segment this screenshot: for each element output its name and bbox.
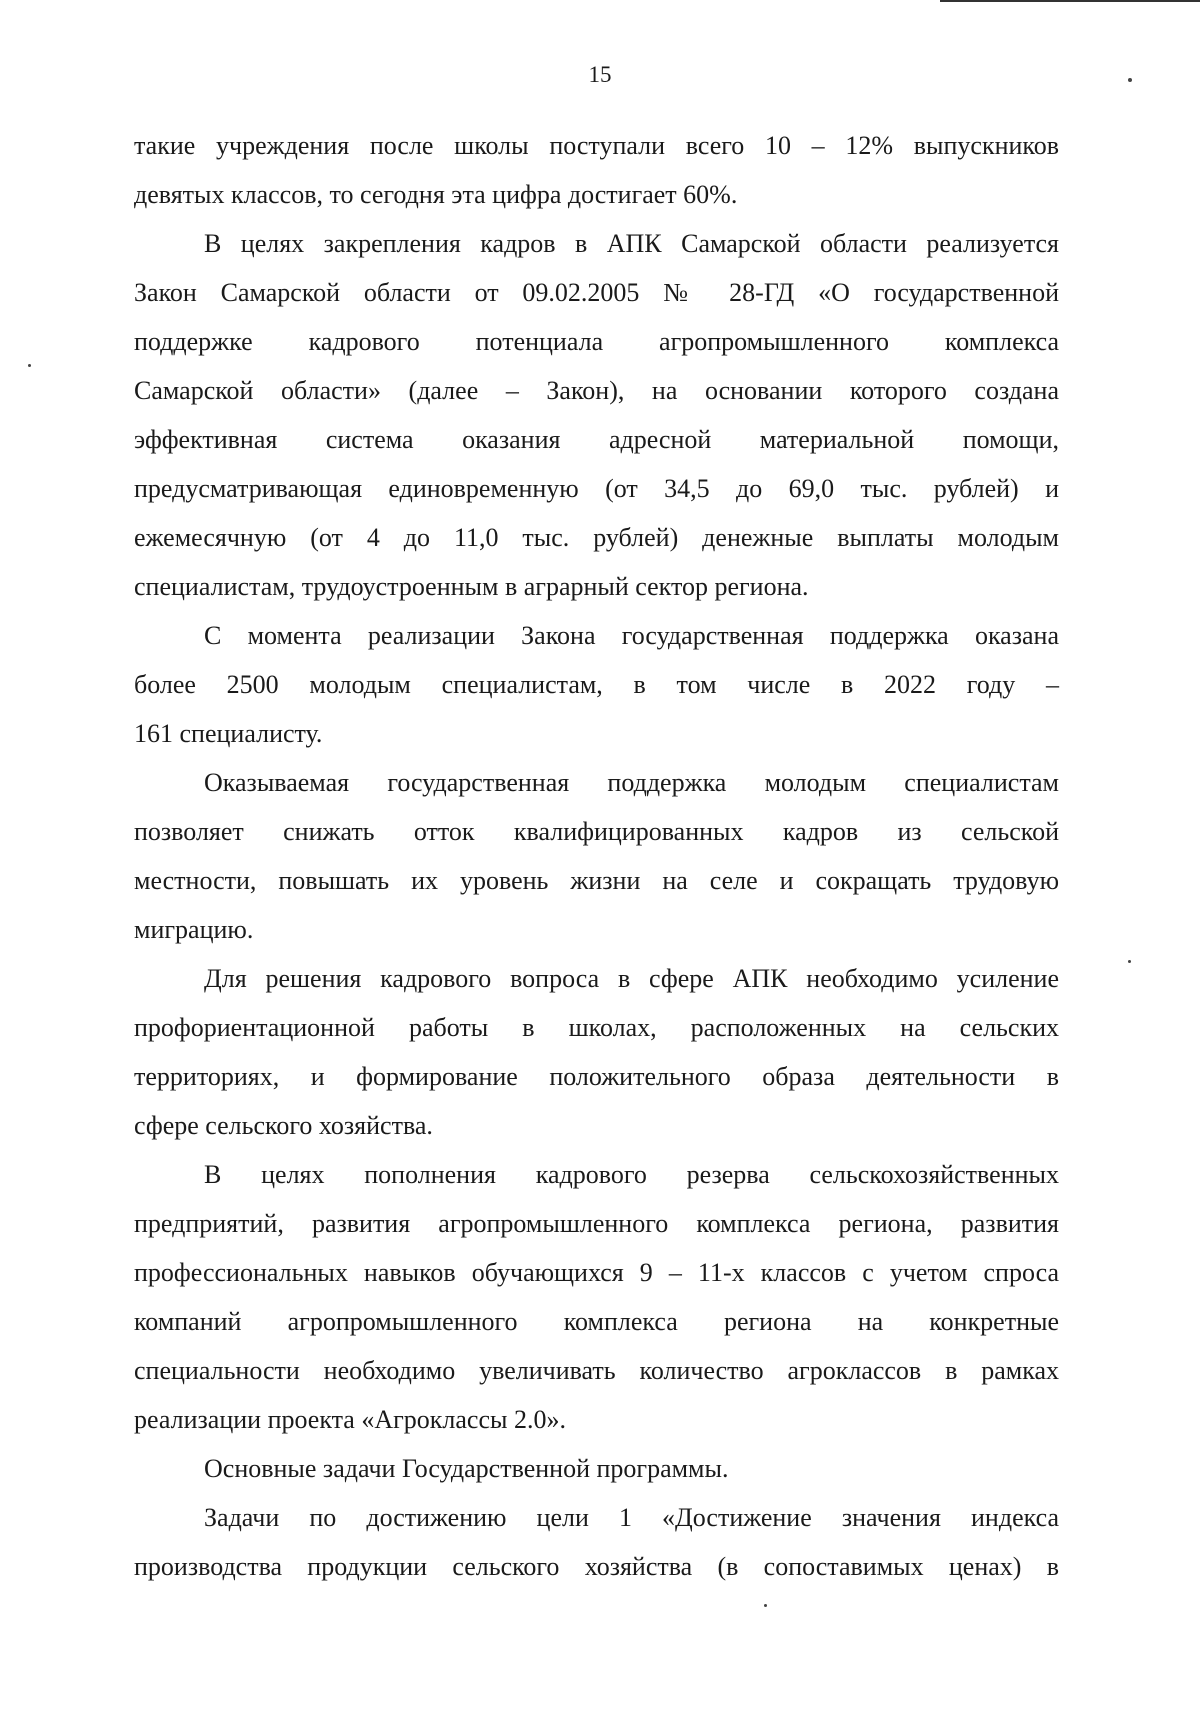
text-line: эффективная система оказания адресной материальной помощи, xyxy=(134,425,1059,454)
page-number: 15 xyxy=(588,62,612,87)
text-line: местности, повышать их уровень жизни на селе и сокращать трудовую xyxy=(134,866,1059,895)
text-line: Для решения кадрового вопроса в сфере АПК необходимо усиление xyxy=(204,964,1059,993)
text-line: Закон Самарской области от 09.02.2005 № 28-ГД «О государственной xyxy=(134,278,1059,307)
text-line: профессиональных навыков обучающихся 9 – 11-х классов с учетом спроса xyxy=(134,1258,1059,1287)
scan-speck xyxy=(1128,960,1131,963)
text-line: позволяет снижать отток квалифицированных кадров из сельской xyxy=(134,817,1059,846)
text-line: ежемесячную (от 4 до 11,0 тыс. рублей) денежные выплаты молодым xyxy=(134,523,1059,552)
text-line: территориях, и формирование положительного образа деятельности в xyxy=(134,1062,1059,1091)
scan-speck xyxy=(764,1604,767,1607)
text-line: 161 специалисту. xyxy=(134,719,323,748)
text-line: предусматривающая единовременную (от 34,5 до 69,0 тыс. рублей) и xyxy=(134,474,1059,503)
text-line: Задачи по достижению цели 1 «Достижение значения индекса xyxy=(204,1503,1059,1532)
scan-edge-line xyxy=(940,0,1200,2)
text-line: Самарской области» (далее – Закон), на основании которого создана xyxy=(134,376,1059,405)
text-line: специальности необходимо увеличивать количество агроклассов в рамках xyxy=(134,1356,1059,1385)
text-line: производства продукции сельского хозяйства (в сопоставимых ценах) в xyxy=(134,1552,1059,1581)
text-line: поддержке кадрового потенциала агропромышленного комплекса xyxy=(134,327,1059,356)
text-line: специалистам, трудоустроенным в аграрный сектор региона. xyxy=(134,572,809,601)
text-line: Оказываемая государственная поддержка молодым специалистам xyxy=(204,768,1059,797)
scan-speck xyxy=(1128,78,1132,82)
text-line: компаний агропромышленного комплекса региона на конкретные xyxy=(134,1307,1059,1336)
text-line: сфере сельского хозяйства. xyxy=(134,1111,433,1140)
text-line: девятых классов, то сегодня эта цифра достигает 60%. xyxy=(134,180,738,209)
text-line: профориентационной работы в школах, расположенных на сельских xyxy=(134,1013,1059,1042)
text-line: С момента реализации Закона государственная поддержка оказана xyxy=(204,621,1059,650)
text-line: более 2500 молодым специалистам, в том числе в 2022 году – xyxy=(134,670,1059,699)
text-line: миграцию. xyxy=(134,915,254,944)
text-line: В целях закрепления кадров в АПК Самарской области реализуется xyxy=(204,229,1059,258)
text-line: предприятий, развития агропромышленного комплекса региона, развития xyxy=(134,1209,1059,1238)
text-line: такие учреждения после школы поступали всего 10 – 12% выпускников xyxy=(134,131,1059,160)
scan-speck xyxy=(28,364,31,367)
text-line: реализации проекта «Агроклассы 2.0». xyxy=(134,1405,566,1434)
text-line: Основные задачи Государственной программы. xyxy=(204,1454,729,1483)
text-line: В целях пополнения кадрового резерва сельскохозяйственных xyxy=(204,1160,1059,1189)
